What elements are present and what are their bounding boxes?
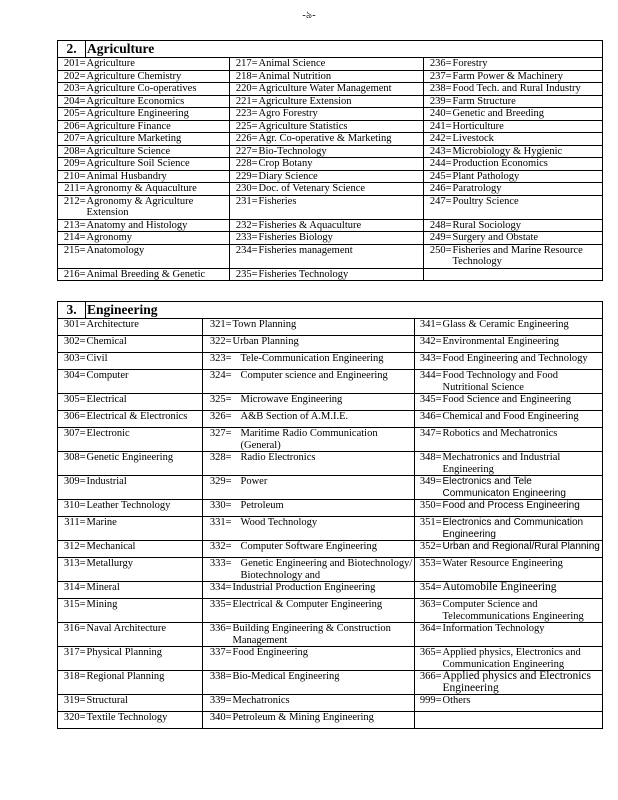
subject-code: 313= <box>58 558 86 582</box>
subject-name: Computer <box>86 370 203 394</box>
subject-code: 312= <box>58 541 86 558</box>
subject-code: 226= <box>230 133 258 146</box>
subject-name: Fisheries Biology <box>258 232 424 245</box>
table-row <box>58 83 603 96</box>
subject-name: Production Economics <box>452 158 603 171</box>
subject-code: 304= <box>58 370 86 394</box>
subject-name: Electrical <box>86 394 203 411</box>
subject-name: Agriculture Finance <box>86 120 230 133</box>
subject-name: Mining <box>86 599 203 623</box>
subject-name: Agriculture Statistics <box>258 120 424 133</box>
subject-code: 333= <box>203 558 232 582</box>
subject-name: Applied physics, Electronics and Communication Engineering <box>442 647 603 671</box>
subject-name: Fisheries Technology <box>258 268 424 281</box>
subject-name: Food Science and Engineering <box>442 394 603 411</box>
subject-name: Farm Power & Machinery <box>452 70 603 83</box>
subject-code: 353= <box>415 558 442 582</box>
subject-code: 334= <box>203 582 232 599</box>
subject-name: Computer Science and Telecommunications Engineering <box>442 599 603 623</box>
subject-code: 221= <box>230 95 258 108</box>
subject-name: Petroleum & Mining Engineering <box>232 712 415 729</box>
subject-code: 338= <box>203 671 232 695</box>
subject-name: Microbiology & Hygienic <box>452 145 603 158</box>
subject-code: 204= <box>58 95 86 108</box>
subject-name: Radio Electronics <box>232 452 415 476</box>
subject-name: Automobile Engineering <box>442 582 603 599</box>
subject-name: Animal Science <box>258 58 424 71</box>
subject-code: 212= <box>58 195 86 219</box>
table-row <box>58 108 603 121</box>
subject-code: 220= <box>230 83 258 96</box>
subject-name: Fisheries management <box>258 244 424 268</box>
subject-name: Plant Pathology <box>452 170 603 183</box>
table-row <box>58 452 603 476</box>
subject-code: 240= <box>424 108 452 121</box>
subject-name: Maritime Radio Communication (General) <box>232 428 415 452</box>
subject-name: Electronic <box>86 428 203 452</box>
subject-name: Applied physics and Electronics Engineering <box>442 671 603 695</box>
subject-code: 201= <box>58 58 86 71</box>
table-row <box>58 158 603 171</box>
subject-code: 247= <box>424 195 452 219</box>
subject-name: Petroleum <box>232 500 415 517</box>
table-row <box>58 244 603 268</box>
subject-name: Agriculture <box>86 58 230 71</box>
subject-code: 236= <box>424 58 452 71</box>
table-row <box>58 599 603 623</box>
subject-name: Rural Sociology <box>452 219 603 232</box>
table-row <box>58 411 603 428</box>
subject-name: Physical Planning <box>86 647 203 671</box>
subject-name: Agriculture Extension <box>258 95 424 108</box>
subject-code: 229= <box>230 170 258 183</box>
subject-name: Genetic and Breeding <box>452 108 603 121</box>
subject-code: 999= <box>415 695 442 712</box>
subject-name: Agriculture Marketing <box>86 133 230 146</box>
subject-code: 306= <box>58 411 86 428</box>
subject-code: 321= <box>203 319 232 336</box>
subject-code: 250= <box>424 244 452 268</box>
subject-code: 245= <box>424 170 452 183</box>
subject-name: Agriculture Co-operatives <box>86 83 230 96</box>
table-row <box>58 268 603 281</box>
subject-code: 318= <box>58 671 86 695</box>
section-number: 2. <box>58 41 86 58</box>
table-row <box>58 145 603 158</box>
subject-code: 205= <box>58 108 86 121</box>
subject-name: Anatomy and Histology <box>86 219 230 232</box>
engineering-table <box>57 301 603 729</box>
subject-code: 218= <box>230 70 258 83</box>
subject-code: 343= <box>415 353 442 370</box>
subject-name: Agro Forestry <box>258 108 424 121</box>
subject-code: 314= <box>58 582 86 599</box>
table-row <box>58 582 603 599</box>
subject-name: Industrial Production Engineering <box>232 582 415 599</box>
subject-name: Bio-Medical Engineering <box>232 671 415 695</box>
subject-code: 349= <box>415 476 442 500</box>
subject-name: Food Tech. and Rural Industry <box>452 83 603 96</box>
subject-name: Robotics and Mechatronics <box>442 428 603 452</box>
subject-code: 344= <box>415 370 442 394</box>
subject-code: 215= <box>58 244 86 268</box>
subject-code: 209= <box>58 158 86 171</box>
subject-name: Agriculture Soil Science <box>86 158 230 171</box>
subject-name: Leather Technology <box>86 500 203 517</box>
subject-name: Animal Breeding & Genetic <box>86 268 230 281</box>
subject-name: Electrical & Electronics <box>86 411 203 428</box>
table-row <box>58 170 603 183</box>
subject-name: Agronomy & Aquaculture <box>86 183 230 196</box>
subject-code: 207= <box>58 133 86 146</box>
subject-code: 206= <box>58 120 86 133</box>
subject-code: 329= <box>203 476 232 500</box>
subject-code: 225= <box>230 120 258 133</box>
subject-code: 248= <box>424 219 452 232</box>
table-row <box>58 195 603 219</box>
subject-code: 341= <box>415 319 442 336</box>
table-row <box>58 517 603 541</box>
subject-code: 345= <box>415 394 442 411</box>
subject-code: 325= <box>203 394 232 411</box>
subject-code: 238= <box>424 83 452 96</box>
table-row <box>58 370 603 394</box>
subject-code: 202= <box>58 70 86 83</box>
subject-code: 364= <box>415 623 442 647</box>
subject-name: Agriculture Science <box>86 145 230 158</box>
subject-name: Doc. of Vetenary Science <box>258 183 424 196</box>
table-row <box>58 183 603 196</box>
subject-code: 309= <box>58 476 86 500</box>
subject-code: 305= <box>58 394 86 411</box>
subject-name: Food Technology and Food Nutritional Science <box>442 370 603 394</box>
subject-code: 208= <box>58 145 86 158</box>
subject-code: 228= <box>230 158 258 171</box>
subject-name: Microwave Engineering <box>232 394 415 411</box>
section-title: Engineering <box>86 302 603 319</box>
subject-code: 332= <box>203 541 232 558</box>
subject-code: 324= <box>203 370 232 394</box>
subject-code: 311= <box>58 517 86 541</box>
subject-name: Poultry Science <box>452 195 603 219</box>
subject-code: 235= <box>230 268 258 281</box>
subject-code: 227= <box>230 145 258 158</box>
subject-code: 237= <box>424 70 452 83</box>
subject-code: 348= <box>415 452 442 476</box>
subject-name: Chemical <box>86 336 203 353</box>
subject-name: Wood Technology <box>232 517 415 541</box>
subject-code: 213= <box>58 219 86 232</box>
section-title: Agriculture <box>86 41 603 58</box>
subject-code: 328= <box>203 452 232 476</box>
subject-name: Glass & Ceramic Engineering <box>442 319 603 336</box>
table-row <box>58 58 603 71</box>
table-row <box>58 623 603 647</box>
subject-name: Industrial <box>86 476 203 500</box>
subject-name: Information Technology <box>442 623 603 647</box>
subject-name: Others <box>442 695 603 712</box>
subject-code: 246= <box>424 183 452 196</box>
subject-code: 216= <box>58 268 86 281</box>
subject-code: 239= <box>424 95 452 108</box>
subject-code: 307= <box>58 428 86 452</box>
subject-code: 203= <box>58 83 86 96</box>
subject-name: Animal Nutrition <box>258 70 424 83</box>
subject-code: 232= <box>230 219 258 232</box>
subject-name: Agr. Co-operative & Marketing <box>258 133 424 146</box>
subject-code: 350= <box>415 500 442 517</box>
subject-name: Agriculture Economics <box>86 95 230 108</box>
agriculture-table <box>57 40 603 281</box>
subject-name: Food Engineering and Technology <box>442 353 603 370</box>
subject-code: 365= <box>415 647 442 671</box>
subject-name: Fisheries & Aquaculture <box>258 219 424 232</box>
subject-name: Horticulture <box>452 120 603 133</box>
subject-code: 243= <box>424 145 452 158</box>
subject-name: Crop Botany <box>258 158 424 171</box>
subject-code: 211= <box>58 183 86 196</box>
subject-name <box>452 268 603 281</box>
subject-code: 326= <box>203 411 232 428</box>
subject-name: A&B Section of A.M.I.E. <box>232 411 415 428</box>
subject-code: 354= <box>415 582 442 599</box>
subject-name: Agriculture Water Management <box>258 83 424 96</box>
table-row <box>58 541 603 558</box>
subject-code: 210= <box>58 170 86 183</box>
subject-code: 346= <box>415 411 442 428</box>
subject-name: Farm Structure <box>452 95 603 108</box>
subject-code: 242= <box>424 133 452 146</box>
subject-name: Mechatronics <box>232 695 415 712</box>
subject-name: Structural <box>86 695 203 712</box>
subject-name: Mechatronics and Industrial Engineering <box>442 452 603 476</box>
subject-name: Fisheries and Marine Resource Technology <box>452 244 603 268</box>
table-row <box>58 133 603 146</box>
subject-code: 347= <box>415 428 442 452</box>
subject-name: Electronics and Communication Engineering <box>442 517 603 541</box>
subject-code: 249= <box>424 232 452 245</box>
subject-name: Diary Science <box>258 170 424 183</box>
subject-code: 310= <box>58 500 86 517</box>
table-row <box>58 647 603 671</box>
subject-code: 233= <box>230 232 258 245</box>
subject-name: Agriculture Engineering <box>86 108 230 121</box>
table-row <box>58 319 603 336</box>
subject-code: 315= <box>58 599 86 623</box>
subject-code: 230= <box>230 183 258 196</box>
subject-code: 330= <box>203 500 232 517</box>
subject-code: 319= <box>58 695 86 712</box>
subject-name: Genetic Engineering <box>86 452 203 476</box>
subject-name: Mineral <box>86 582 203 599</box>
table-row <box>58 353 603 370</box>
table-row <box>58 120 603 133</box>
subject-name: Town Planning <box>232 319 415 336</box>
subject-code: 302= <box>58 336 86 353</box>
table-row <box>58 428 603 452</box>
table-row <box>58 558 603 582</box>
subject-name: Urban and Regional/Rural Planning <box>442 541 603 558</box>
subject-name: Building Engineering & Construction Management <box>232 623 415 647</box>
subject-code: 320= <box>58 712 86 729</box>
subject-name: Urban Planning <box>232 336 415 353</box>
subject-name: Computer science and Engineering <box>232 370 415 394</box>
subject-name: Surgery and Obstate <box>452 232 603 245</box>
subject-name: Textile Technology <box>86 712 203 729</box>
subject-code: 337= <box>203 647 232 671</box>
subject-name: Metallurgy <box>86 558 203 582</box>
page-number: -৯- <box>302 10 316 21</box>
subject-code: 317= <box>58 647 86 671</box>
table-row <box>58 476 603 500</box>
subject-name: Mechanical <box>86 541 203 558</box>
subject-code: 241= <box>424 120 452 133</box>
subject-name: Naval Architecture <box>86 623 203 647</box>
subject-name: Anatomology <box>86 244 230 268</box>
subject-name: Food and Process Engineering <box>442 500 603 517</box>
subject-code: 323= <box>203 353 232 370</box>
subject-code: 223= <box>230 108 258 121</box>
subject-code <box>415 712 442 729</box>
subject-code: 303= <box>58 353 86 370</box>
subject-name: Genetic Engineering and Biotechnology/ Biotechnology and <box>232 558 415 582</box>
subject-code: 234= <box>230 244 258 268</box>
subject-name: Food Engineering <box>232 647 415 671</box>
subject-name: Water Resource Engineering <box>442 558 603 582</box>
table-row <box>58 671 603 695</box>
subject-code <box>424 268 452 281</box>
subject-name: Architecture <box>86 319 203 336</box>
subject-name: Civil <box>86 353 203 370</box>
subject-name: Agronomy & Agriculture Extension <box>86 195 230 219</box>
section-number: 3. <box>58 302 86 319</box>
subject-name: Agriculture Chemistry <box>86 70 230 83</box>
subject-code: 339= <box>203 695 232 712</box>
table-row <box>58 95 603 108</box>
subject-name: Electronics and Tele Communicaton Engineering <box>442 476 603 500</box>
subject-name: Environmental Engineering <box>442 336 603 353</box>
subject-name: Power <box>232 476 415 500</box>
subject-code: 244= <box>424 158 452 171</box>
subject-name: Electrical & Computer Engineering <box>232 599 415 623</box>
subject-code: 336= <box>203 623 232 647</box>
subject-code: 331= <box>203 517 232 541</box>
subject-code: 231= <box>230 195 258 219</box>
subject-code: 342= <box>415 336 442 353</box>
subject-name: Animal Husbandry <box>86 170 230 183</box>
subject-name <box>442 712 603 729</box>
subject-code: 352= <box>415 541 442 558</box>
table-row <box>58 500 603 517</box>
subject-code: 366= <box>415 671 442 695</box>
subject-name: Tele-Communication Engineering <box>232 353 415 370</box>
subject-name: Chemical and Food Engineering <box>442 411 603 428</box>
subject-code: 308= <box>58 452 86 476</box>
subject-name: Forestry <box>452 58 603 71</box>
subject-code: 301= <box>58 319 86 336</box>
subject-name: Livestock <box>452 133 603 146</box>
subject-code: 327= <box>203 428 232 452</box>
table-row <box>58 70 603 83</box>
subject-code: 322= <box>203 336 232 353</box>
subject-code: 316= <box>58 623 86 647</box>
table-row <box>58 219 603 232</box>
subject-name: Paratrology <box>452 183 603 196</box>
subject-name: Marine <box>86 517 203 541</box>
subject-name: Bio-Technology <box>258 145 424 158</box>
subject-code: 363= <box>415 599 442 623</box>
subject-code: 217= <box>230 58 258 71</box>
subject-code: 214= <box>58 232 86 245</box>
table-row <box>58 336 603 353</box>
subject-name: Computer Software Engineering <box>232 541 415 558</box>
subject-name: Fisheries <box>258 195 424 219</box>
subject-name: Regional Planning <box>86 671 203 695</box>
subject-name: Agronomy <box>86 232 230 245</box>
table-row <box>58 712 603 729</box>
subject-code: 335= <box>203 599 232 623</box>
table-row <box>58 232 603 245</box>
subject-code: 351= <box>415 517 442 541</box>
subject-code: 340= <box>203 712 232 729</box>
table-row <box>58 394 603 411</box>
table-row <box>58 695 603 712</box>
